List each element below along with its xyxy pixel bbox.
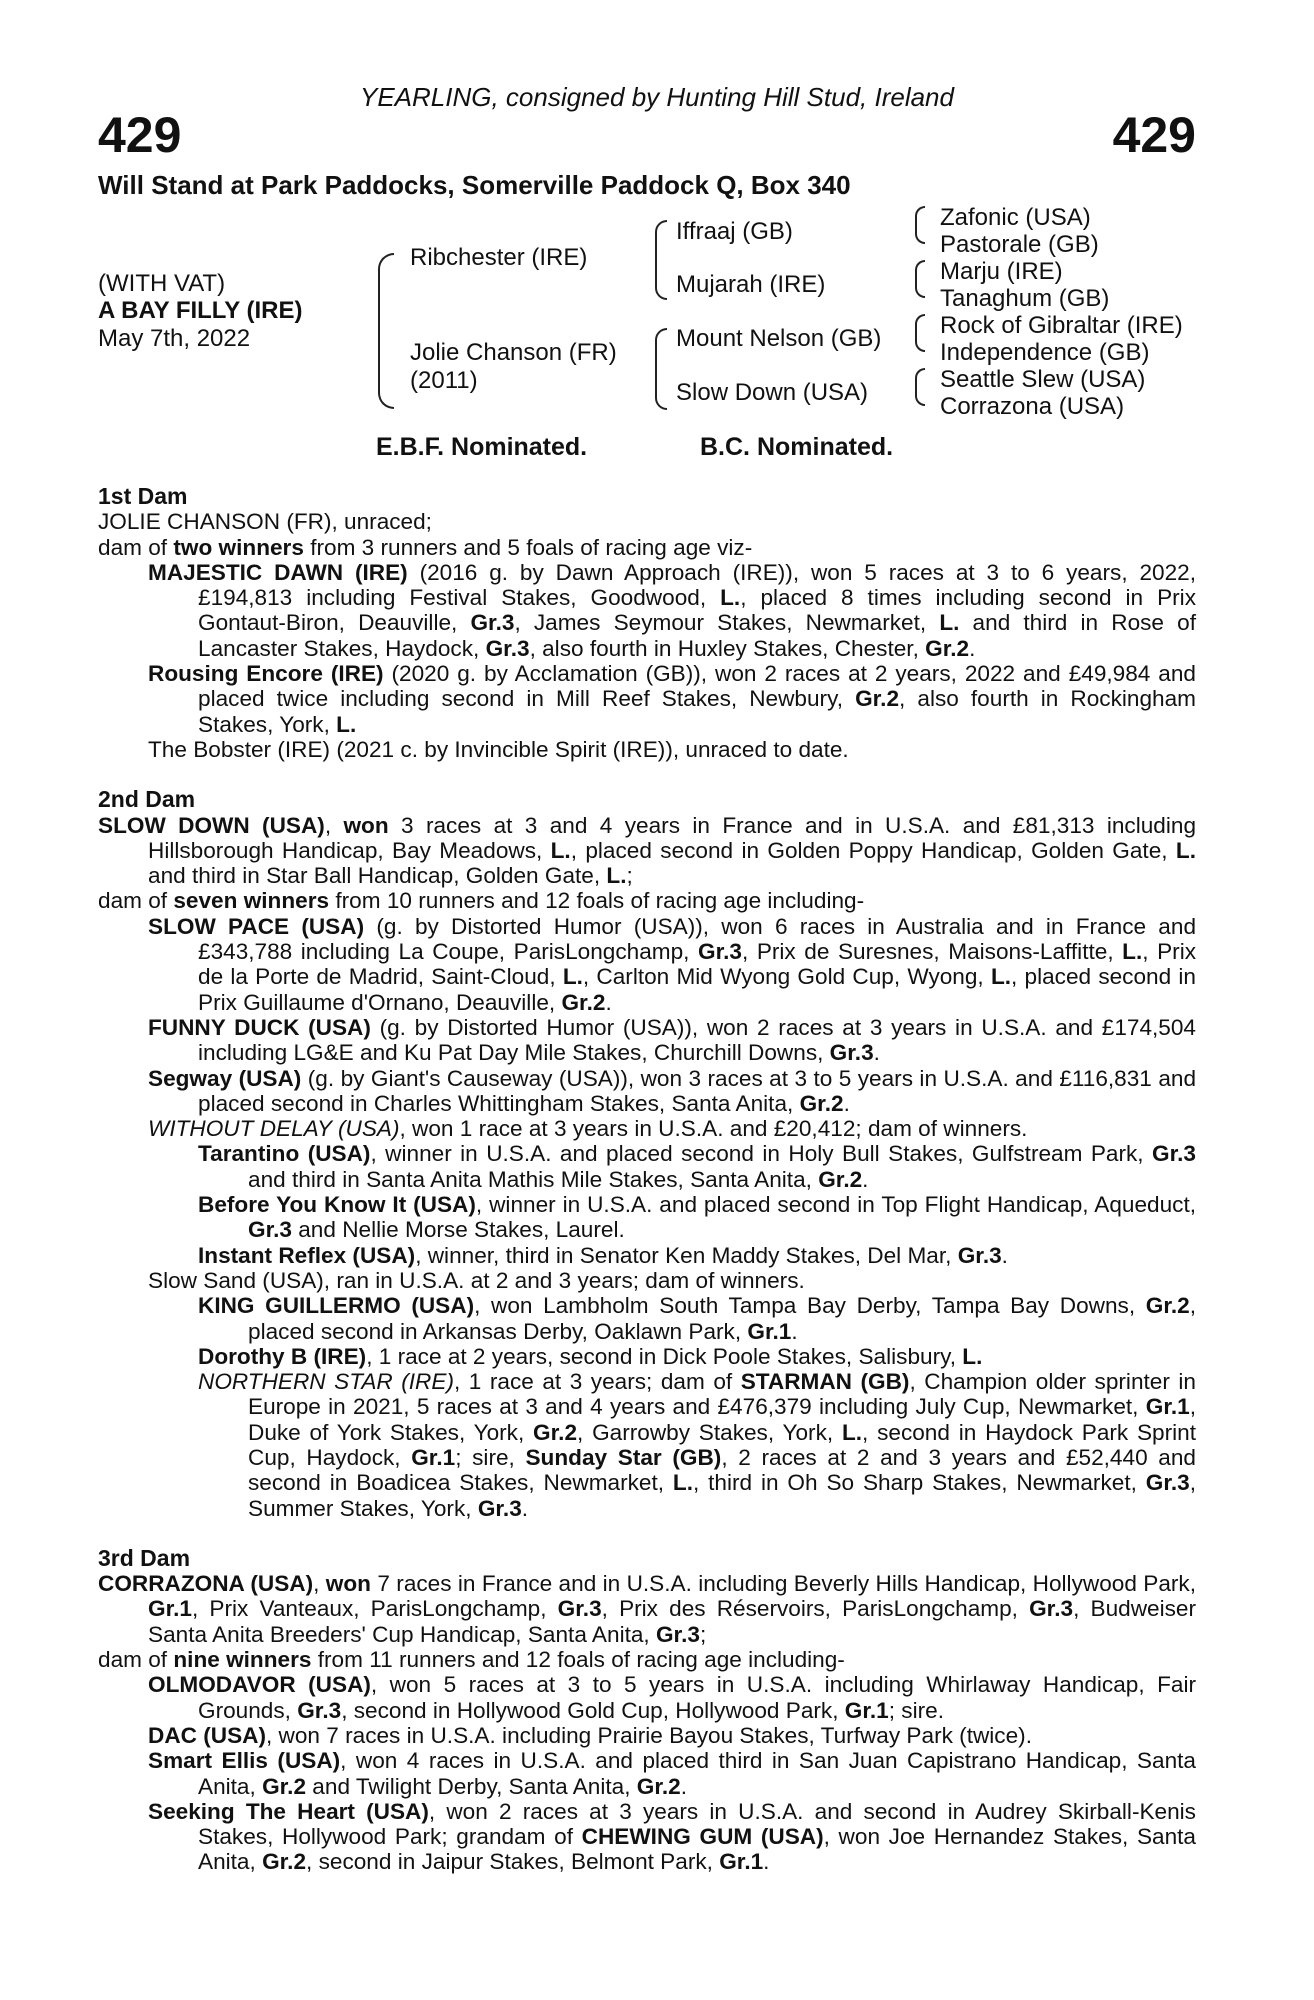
catalogue-body bbox=[98, 484, 1196, 1875]
record-entry: OLMODAVOR (USA), won 5 races at 3 to 5 years in U.S.A. including Whirlaway Handicap, Fair Grounds, Gr.3, second in Hollywood Gold Cup, Hollywood Park, Gr.1; sire. bbox=[148, 1672, 1197, 1723]
brace-sire bbox=[655, 220, 667, 300]
section-heading: 2nd Dam bbox=[98, 786, 196, 813]
brace-ggp-4 bbox=[915, 368, 925, 406]
record-entry: WITHOUT DELAY (USA), won 1 race at 3 years in U.S.A. and £20,412; dam of winners. bbox=[148, 1116, 1028, 1142]
record-entry: Rousing Encore (IRE) (2020 g. by Acclamation (GB)), won 2 races at 2 years, 2022 and £49,984 and placed twice including second in Mill Reef Stakes, Newbury, Gr.2, also fourth in Rockingham Stakes, York, L. bbox=[148, 661, 1196, 737]
consignment-line: YEARLING, consigned by Hunting Hill Stud, Ireland bbox=[360, 82, 954, 112]
record-entry: DAC (USA), won 7 races in U.S.A. including Prairie Bayou Stakes, Turfway Park (twice). bbox=[148, 1722, 1032, 1748]
horse-name: A BAY FILLY (IRE) bbox=[98, 297, 303, 324]
section-gap bbox=[98, 1521, 1196, 1546]
lot-number-left: 429 bbox=[98, 107, 182, 163]
brace-ggp-3 bbox=[915, 314, 925, 352]
record-entry: Slow Sand (USA), ran in U.S.A. at 2 and 3 years; dam of winners. bbox=[148, 1267, 805, 1293]
section-gap bbox=[98, 762, 1196, 787]
sire: Ribchester (IRE) bbox=[410, 244, 588, 271]
ggp-1: Zafonic (USA) bbox=[940, 204, 1091, 231]
ggp-6: Independence (GB) bbox=[940, 339, 1150, 366]
record-entry: dam of seven winners from 10 runners and 12 foals of racing age including- bbox=[98, 888, 865, 914]
lot-number-right: 429 bbox=[1112, 107, 1196, 163]
ggp-8: Corrazona (USA) bbox=[940, 393, 1125, 420]
record-entry: Seeking The Heart (USA), won 2 races at 3 years in U.S.A. and second in Audrey Skirball-Kenis Stakes, Hollywood Park; grandam of CHEWING GUM (USA), won Joe Hernandez Stakes, Santa Anita, Gr.2, second in Jaipur Stakes, Belmont Park, Gr.1. bbox=[148, 1798, 1197, 1875]
ebf-nomination: E.B.F. Nominated. bbox=[376, 433, 588, 461]
ggp-2: Pastorale (GB) bbox=[940, 231, 1099, 258]
vat-label: (WITH VAT) bbox=[98, 270, 226, 297]
dam: Jolie Chanson (FR) bbox=[410, 339, 617, 366]
brace-parents bbox=[378, 253, 394, 409]
record-entry: Tarantino (USA), winner in U.S.A. and placed second in Holy Bull Stakes, Gulfstream Park, Gr.3 and third in Santa Anita Mathis Mile Stakes, Santa Anita, Gr.2. bbox=[198, 1141, 1196, 1192]
ggp-5: Rock of Gibraltar (IRE) bbox=[940, 312, 1183, 339]
ggp-7: Seattle Slew (USA) bbox=[940, 366, 1146, 393]
record-entry: FUNNY DUCK (USA) (g. by Distorted Humor (USA)), won 2 races at 3 years in U.S.A. and £174,504 including LG&E and Ku Pat Day Mile Stakes, Churchill Downs, Gr.3. bbox=[148, 1014, 1196, 1066]
record-entry: CORRAZONA (USA), won 7 races in France and in U.S.A. including Beverly Hills Handicap, Hollywood Park, Gr.1, Prix Vanteaux, ParisLongchamp, Gr.3, Prix des Réservoirs, ParisLongchamp, Gr.3, Budweiser Santa Anita Breeders' Cup Handicap, Santa Anita, Gr.3; bbox=[98, 1571, 1196, 1647]
brace-dam bbox=[655, 328, 667, 410]
record-entry: JOLIE CHANSON (FR), unraced; bbox=[98, 509, 432, 535]
record-entry: dam of two winners from 3 runners and 5 foals of racing age viz- bbox=[98, 534, 753, 560]
record-entry: Instant Reflex (USA), winner, third in Senator Ken Maddy Stakes, Del Mar, Gr.3. bbox=[198, 1242, 1008, 1268]
record-entry: Dorothy B (IRE), 1 race at 2 years, second in Dick Poole Stakes, Salisbury, L. bbox=[198, 1343, 983, 1369]
record-entry: dam of nine winners from 11 runners and 12 foals of racing age including- bbox=[98, 1647, 845, 1673]
section-heading: 3rd Dam bbox=[98, 1544, 191, 1571]
sire-dam: Mujarah (IRE) bbox=[676, 271, 826, 298]
record-entry: Before You Know It (USA), winner in U.S.A. and placed second in Top Flight Handicap, Aqueduct, Gr.3 and Nellie Morse Stakes, Laurel. bbox=[198, 1192, 1197, 1243]
ggp-3: Marju (IRE) bbox=[940, 258, 1063, 285]
bc-nomination: B.C. Nominated. bbox=[700, 433, 894, 461]
dam-year: (2011) bbox=[410, 367, 478, 394]
brace-ggp-2 bbox=[915, 260, 925, 298]
record-entry: SLOW DOWN (USA), won 3 races at 3 and 4 years in France and in U.S.A. and £81,313 including Hillsborough Handicap, Bay Meadows, L., placed second in Golden Poppy Handicap, Golden Gate, L. and third in Star Ball Handicap, Golden Gate, L.; bbox=[98, 812, 1197, 889]
brace-ggp-1 bbox=[915, 206, 925, 244]
ggp-4: Tanaghum (GB) bbox=[940, 285, 1110, 312]
record-entry: KING GUILLERMO (USA), won Lambholm South Tampa Bay Derby, Tampa Bay Downs, Gr.2, placed second in Arkansas Derby, Oaklawn Park, Gr.1. bbox=[198, 1293, 1196, 1344]
record-entry: Smart Ellis (USA), won 4 races in U.S.A. and placed third in San Juan Capistrano Handicap, Santa Anita, Gr.2 and Twilight Derby, Santa Anita, Gr.2. bbox=[148, 1748, 1196, 1799]
foaling-date: May 7th, 2022 bbox=[98, 325, 251, 352]
stand-location: Will Stand at Park Paddocks, Somerville Paddock Q, Box 340 bbox=[98, 170, 851, 200]
record-entry: Segway (USA) (g. by Giant's Causeway (USA)), won 3 races at 3 to 5 years in U.S.A. and £116,831 and placed second in Charles Whittingham Stakes, Santa Anita, Gr.2. bbox=[148, 1065, 1197, 1116]
dam-dam: Slow Down (USA) bbox=[676, 379, 869, 406]
dam-sire: Mount Nelson (GB) bbox=[676, 325, 882, 352]
record-entry: SLOW PACE (USA) (g. by Distorted Humor (USA)), won 6 races in Australia and in France and £343,788 including La Coupe, ParisLongchamp, Gr.3, Prix de Suresnes, Maisons-Laffitte, L., Prix de la Porte de Madrid, Saint-Cloud, L., Carlton Mid Wyong Gold Cup, Wyong, L., placed second in Prix Guillaume d'Ornano, Deauville, Gr.2. bbox=[148, 913, 1197, 1015]
record-entry: The Bobster (IRE) (2021 c. by Invincible Spirit (IRE)), unraced to date. bbox=[148, 736, 849, 762]
section-heading: 1st Dam bbox=[98, 483, 188, 509]
record-entry: NORTHERN STAR (IRE), 1 race at 3 years; dam of STARMAN (GB), Champion older sprinter in Europe in 2021, 5 races at 3 and 4 years and £476,379 including July Cup, Newmarket, Gr.1, Duke of York Stakes, York, Gr.2, Garrowby Stakes, York, L., second in Haydock Park Sprint Cup, Haydock, Gr.1; sire, Sunday Star (GB), 2 races at 2 and 3 years and £52,440 and second in Boadicea Stakes, Newmarket, L., third in Oh So Sharp Stakes, Newmarket, Gr.3, Summer Stakes, York, Gr.3. bbox=[198, 1369, 1197, 1521]
record-entry: MAJESTIC DAWN (IRE) (2016 g. by Dawn Approach (IRE)), won 5 races at 3 to 6 years, 2022, £194,813 including Festival Stakes, Goodwood, L., placed 8 times including second in Prix Gontaut-Biron, Deauville, Gr.3, James Seymour Stakes, Newmarket, L. and third in Rose of Lancaster Stakes, Haydock, Gr.3, also fourth in Huxley Stakes, Chester, Gr.2. bbox=[148, 559, 1197, 661]
sire-sire: Iffraaj (GB) bbox=[676, 218, 793, 245]
